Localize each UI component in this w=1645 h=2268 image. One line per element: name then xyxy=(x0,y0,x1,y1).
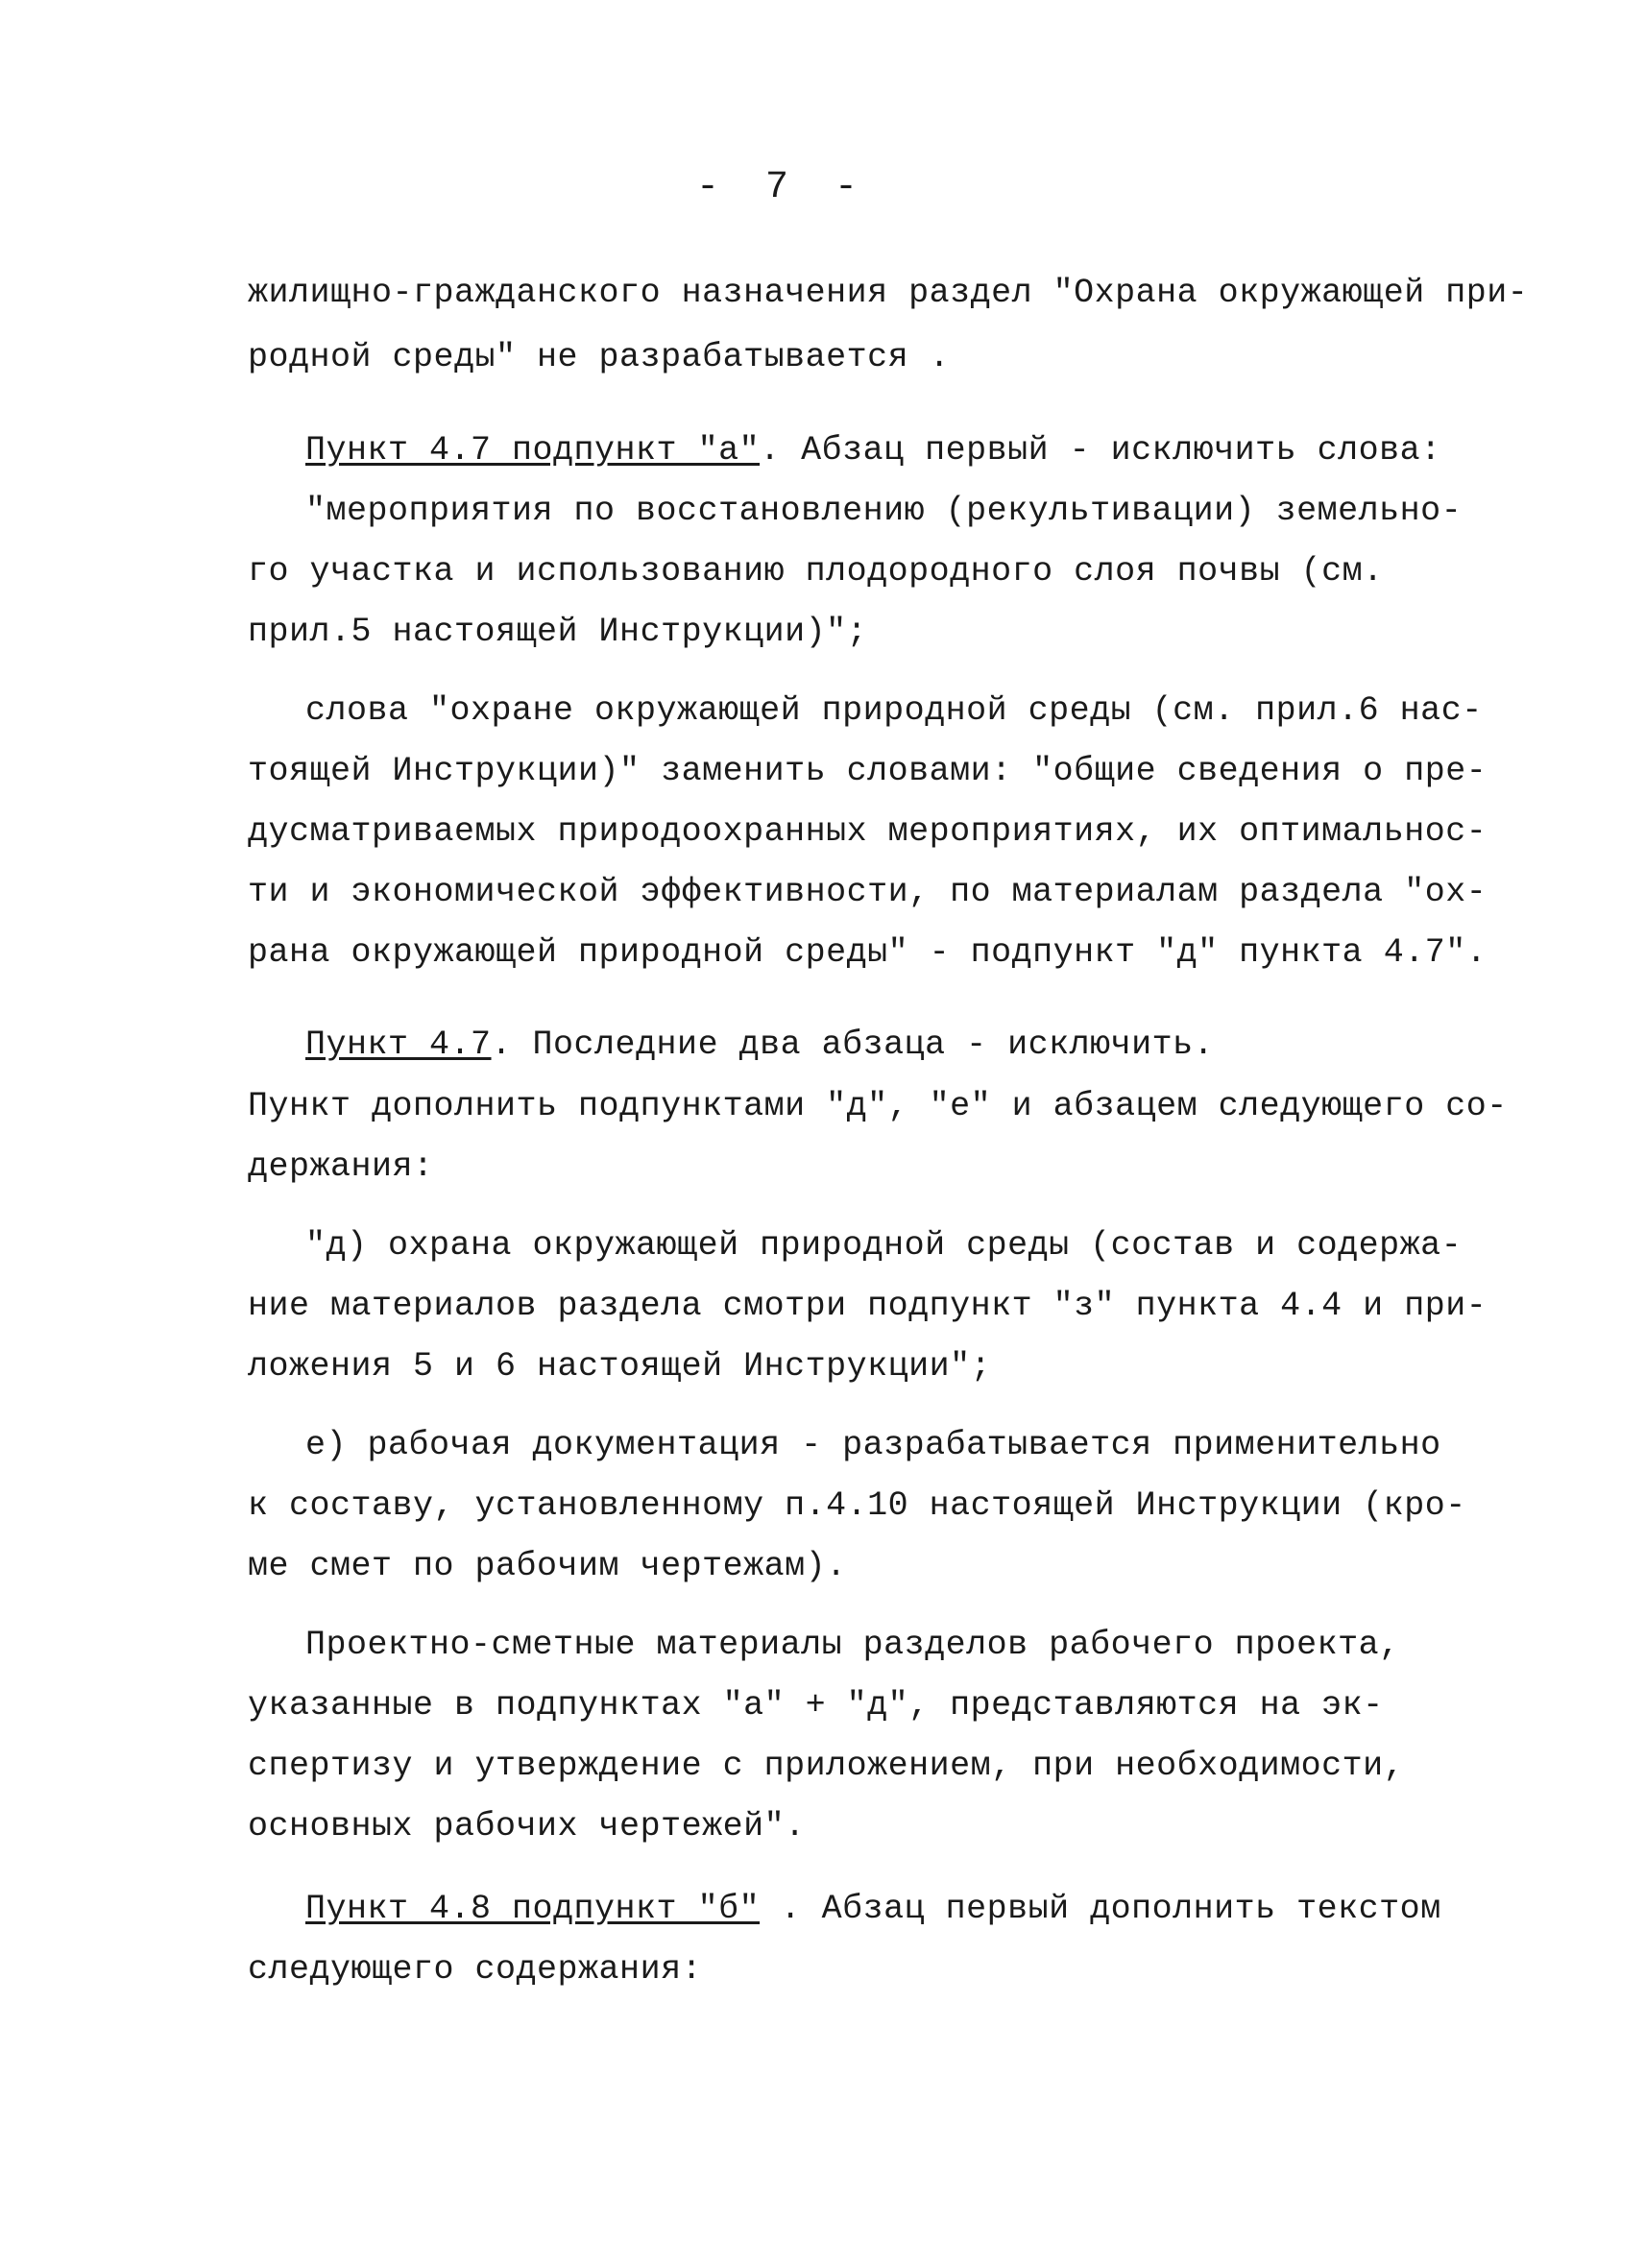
text-line: Проектно-сметные материалы разделов рабочего проекта, xyxy=(305,1626,1400,1664)
text-line: ме смет по рабочим чертежам). xyxy=(248,1547,847,1585)
text-line: ложения 5 и 6 настоящей Инструкции"; xyxy=(248,1347,992,1386)
section-heading-line xyxy=(305,429,1441,471)
text-line: дусматриваемых природоохранных мероприятиях, их оптимальнос- xyxy=(248,812,1488,851)
text-line: жилищно-гражданского назначения раздел "Охрана окружающей при- xyxy=(248,274,1529,312)
page-number: - 7 - xyxy=(696,166,859,209)
text-line: го участка и использованию плодородного слоя почвы (см. xyxy=(248,552,1384,591)
text-line: Пункт дополнить подпунктами "д", "е" и абзацем следующего со- xyxy=(248,1087,1508,1125)
text-fragment: . Абзац первый - исключить слова: xyxy=(760,431,1441,470)
text-line: ние материалов раздела смотри подпункт "з" пункта 4.4 и при- xyxy=(248,1287,1488,1325)
text-line: ти и экономической эффективности, по материалам раздела "ох- xyxy=(248,873,1488,911)
text-line: держания: xyxy=(248,1147,434,1186)
text-fragment: . Абзац первый дополнить текстом xyxy=(760,1890,1441,1928)
text-line: "д) охрана окружающей природной среды (состав и содержа- xyxy=(305,1226,1463,1265)
section-reference: Пункт 4.8 подпункт "б" xyxy=(305,1890,761,1928)
text-line: следующего содержания: xyxy=(248,1950,703,1989)
text-line: слова "охране окружающей природной среды (см. прил.6 нас- xyxy=(305,691,1483,730)
text-line: основных рабочих чертежей". xyxy=(248,1807,806,1846)
section-reference: Пункт 4.7 xyxy=(305,1025,492,1064)
text-line: спертизу и утверждение с приложением, при необходимости, xyxy=(248,1747,1405,1785)
text-line: "мероприятия по восстановлению (рекультивации) земельно- xyxy=(305,492,1463,530)
section-reference: Пункт 4.7 подпункт "а" xyxy=(305,431,761,470)
section-heading-line xyxy=(305,1888,1441,1930)
section-heading-line xyxy=(305,1024,1214,1066)
text-line: родной среды" не разрабатывается . xyxy=(248,338,951,376)
text-line: к составу, установленному п.4.10 настоящей Инструкции (кро- xyxy=(248,1486,1466,1525)
text-line: рана окружающей природной среды" - подпункт "д" пункта 4.7". xyxy=(248,933,1488,972)
text-line: указанные в подпунктах "а" + "д", представляются на эк- xyxy=(248,1686,1384,1725)
text-line: прил.5 настоящей Инструкции)"; xyxy=(248,613,868,651)
text-fragment: . Последние два абзаца - исключить. xyxy=(491,1025,1215,1064)
text-line: тоящей Инструкции)" заменить словами: "общие сведения о пре- xyxy=(248,752,1488,790)
text-line: е) рабочая документация - разрабатывается применительно xyxy=(305,1426,1441,1464)
